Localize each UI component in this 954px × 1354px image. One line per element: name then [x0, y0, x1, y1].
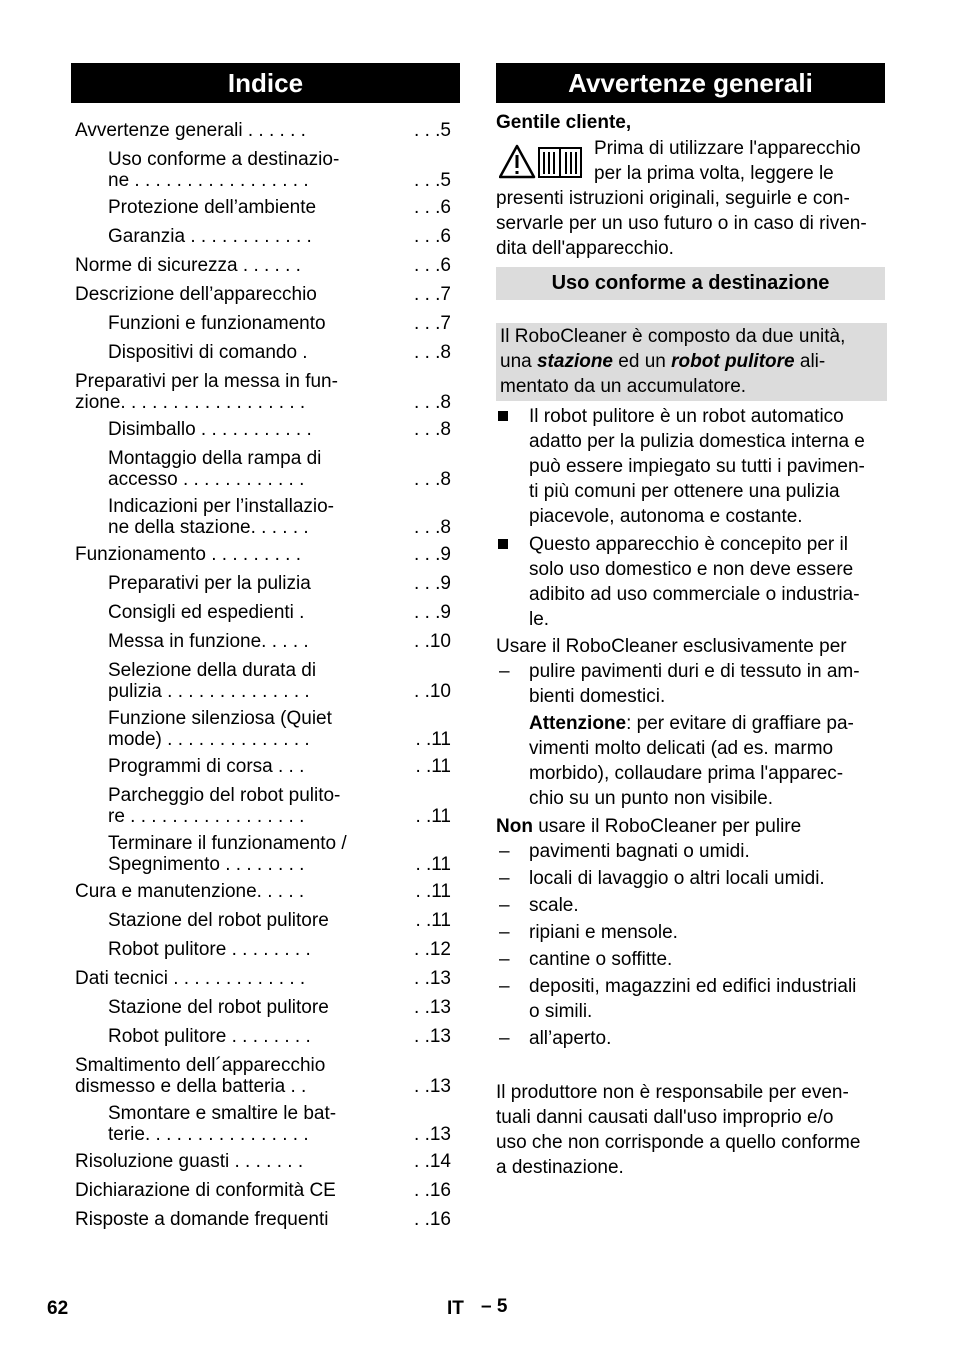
toc-entry-title: Smaltimento dell´apparecchio dismesso e della batteria . .	[75, 1055, 326, 1097]
grey-note-line-1: Il RoboCleaner è composto da due unità,	[500, 326, 846, 347]
dash-bullet-icon: –	[499, 976, 510, 997]
dash-bullet-icon: –	[499, 922, 510, 943]
toc-entry	[75, 910, 455, 931]
toc-entry-title: Selezione della durata di pulizia . . . . . . . . . . . . . .	[108, 660, 317, 702]
toc-entry	[75, 149, 455, 191]
toc-entry	[75, 1103, 455, 1145]
non-text: usare il RoboCleaner per pulire	[532, 816, 802, 837]
toc-entry-title: Protezione dell’ambiente	[108, 197, 317, 218]
table-of-contents	[75, 120, 455, 1238]
toc-entry	[75, 544, 455, 565]
greeting: Gentile cliente,	[496, 112, 632, 133]
intro-paragraph: presenti istruzioni originali, seguirle e con- servarle per un uso futuro o in caso di riven- dita dell'apparecchio.	[496, 188, 867, 259]
toc-entry	[75, 371, 455, 413]
toc-entry-title: Stazione del robot pulitore	[108, 997, 329, 1018]
toc-entry-page: . . .8	[414, 342, 451, 363]
toc-entry-title: Disimballo . . . . . . . . . . .	[108, 419, 312, 440]
term-robot-pulitore: robot pulitore	[671, 351, 795, 372]
toc-entry	[75, 1026, 455, 1047]
list-item	[496, 947, 885, 974]
bullet-text: Il robot pulitore è un robot automatico adatto per la pulizia domestica interna e può essere impiegato su tutti i pavimen- ti più comuni per ottenere una pulizia piacevole, autonoma e costante.	[529, 406, 865, 527]
toc-entry	[75, 496, 455, 538]
toc-entry	[75, 602, 455, 623]
toc-entry	[75, 631, 455, 652]
toc-entry-page: . .11	[415, 910, 451, 931]
dash-item-text: pavimenti bagnati o umidi.	[529, 841, 750, 862]
toc-entry-page: . .11	[415, 854, 451, 875]
toc-entry-page: . . .8	[414, 469, 451, 490]
bullet-list	[496, 404, 885, 632]
use-intro: Usare il RoboCleaner esclusivamente per	[496, 636, 847, 657]
index-header: Indice	[71, 63, 460, 103]
dash-bullet-icon: –	[499, 949, 510, 970]
toc-entry-page: . .13	[414, 1076, 451, 1097]
list-item	[496, 866, 885, 893]
grey-note	[496, 323, 887, 401]
text-fragment: una	[500, 351, 537, 372]
toc-entry	[75, 660, 455, 702]
toc-entry-page: . . .9	[414, 602, 451, 623]
toc-entry	[75, 284, 455, 305]
dash-list	[496, 839, 885, 1053]
toc-entry	[75, 833, 455, 875]
toc-entry	[75, 573, 455, 594]
toc-entry-page: . .10	[414, 681, 451, 702]
language-code: IT	[447, 1298, 464, 1319]
toc-entry-title: Garanzia . . . . . . . . . . . .	[108, 226, 312, 247]
toc-entry-page: . .16	[414, 1180, 451, 1201]
toc-entry	[75, 120, 455, 141]
toc-entry	[75, 1151, 455, 1172]
dash-bullet-icon: –	[499, 841, 510, 862]
page-number: 62	[47, 1298, 69, 1319]
text-fragment: ed un	[613, 351, 672, 372]
sub-page-number: – 5	[481, 1296, 508, 1317]
dash-item-text: ripiani e mensole.	[529, 922, 678, 943]
toc-entry-title: Dati tecnici . . . . . . . . . . . . .	[75, 968, 306, 989]
toc-entry-page: . . .6	[414, 255, 451, 276]
toc-entry	[75, 881, 455, 902]
toc-entry-page: . . .8	[414, 517, 451, 538]
non-label: Non	[496, 816, 533, 837]
toc-entry-page: . . .6	[414, 226, 451, 247]
toc-entry	[75, 785, 455, 827]
toc-entry-page: . .11	[415, 806, 451, 827]
text-fragment: ali-	[794, 351, 826, 372]
toc-entry-page: . .11	[415, 881, 451, 902]
toc-entry-title: Risposte a domande frequenti	[75, 1209, 329, 1230]
toc-entry-page: . . .9	[414, 573, 451, 594]
attention-note	[529, 711, 889, 811]
toc-entry-title: Indicazioni per l’installazio- ne della stazione. . . . . .	[108, 496, 334, 538]
toc-entry-title: Preparativi per la messa in fun- zione. . . . . . . . . . . . . . . . . .	[75, 371, 338, 413]
toc-entry	[75, 1209, 455, 1230]
toc-entry-page: . . .5	[414, 170, 451, 191]
toc-entry-title: Dispositivi di comando .	[108, 342, 308, 363]
toc-entry-title: Uso conforme a destinazio- ne . . . . . . . . . . . . . . . . .	[108, 149, 340, 191]
list-item	[496, 1026, 885, 1053]
toc-entry	[75, 1180, 455, 1201]
toc-entry-title: Funzione silenziosa (Quiet mode) . . . . . . . . . . . . . .	[108, 708, 332, 750]
toc-entry-page: . .12	[414, 939, 451, 960]
toc-entry-title: Montaggio della rampa di accesso . . . . . . . . . . . .	[108, 448, 322, 490]
toc-entry	[75, 756, 455, 777]
toc-entry-title: Messa in funzione. . . . .	[108, 631, 309, 652]
toc-entry-page: . .16	[414, 1209, 451, 1230]
toc-entry-page: . .13	[414, 1026, 451, 1047]
toc-entry-title: Dichiarazione di conformità CE	[75, 1180, 336, 1201]
attention-label: Attenzione	[529, 713, 627, 734]
list-item	[496, 839, 885, 866]
toc-entry-title: Funzionamento . . . . . . . . .	[75, 544, 301, 565]
closing-paragraph: Il produttore non è responsabile per even- tuali danni causati dall'uso improprio e/o uso che non corrisponde a quello conforme a destinazione.	[496, 1082, 861, 1178]
toc-entry	[75, 997, 455, 1018]
section-header: Avvertenze generali	[496, 63, 885, 103]
grey-note-line-3: mentato da un accumulatore.	[500, 376, 747, 397]
dash-item-text: locali di lavaggio o altri locali umidi.	[529, 868, 825, 889]
toc-entry-page: . . .7	[414, 313, 451, 334]
use-item-text: pulire pavimenti duri e di tessuto in am- bienti domestici.	[529, 661, 860, 707]
toc-entry-title: Avvertenze generali . . . . . .	[75, 120, 306, 141]
square-bullet-icon	[498, 411, 508, 421]
toc-entry	[75, 197, 455, 218]
dash-item-text: depositi, magazzini ed edifici industriali o simili.	[529, 976, 857, 1022]
toc-entry	[75, 226, 455, 247]
toc-entry-title: Robot pulitore . . . . . . . .	[108, 1026, 311, 1047]
intro-line-1: Prima di utilizzare l'apparecchio	[594, 138, 861, 159]
toc-entry-title: Cura e manutenzione. . . . .	[75, 881, 305, 902]
toc-entry-title: Smontare e smaltire le bat- terie. . . . . . . . . . . . . . . .	[108, 1103, 337, 1145]
toc-entry-title: Robot pulitore . . . . . . . .	[108, 939, 311, 960]
warning-and-manual-icon	[499, 144, 583, 180]
dash-bullet-icon: –	[499, 868, 510, 889]
list-item	[496, 920, 885, 947]
toc-entry	[75, 342, 455, 363]
intro-line-2: per la prima volta, leggere le	[594, 163, 834, 184]
toc-entry-title: Terminare il funzionamento / Spegnimento . . . . . . . .	[108, 833, 347, 875]
toc-entry-title: Risoluzione guasti . . . . . . .	[75, 1151, 304, 1172]
toc-entry-page: . . .8	[414, 419, 451, 440]
toc-entry	[75, 313, 455, 334]
toc-entry-title: Funzioni e funzionamento	[108, 313, 326, 334]
toc-entry-title: Norme di sicurezza . . . . . .	[75, 255, 301, 276]
dash-bullet-icon: –	[499, 661, 510, 682]
square-bullet-icon	[498, 539, 508, 549]
term-stazione: stazione	[536, 351, 614, 372]
attention-text: : per evitare di graffiare pa- vimenti molto delicati (ad es. marmo morbido), collaudare prima l'apparec- chio su un punto non visibile.	[529, 713, 854, 809]
toc-entry-page: . . .6	[414, 197, 451, 218]
toc-entry	[75, 939, 455, 960]
toc-entry-page: . .13	[414, 997, 451, 1018]
toc-entry-title: Descrizione dell’apparecchio	[75, 284, 317, 305]
toc-entry-title: Preparativi per la pulizia	[108, 573, 311, 594]
toc-entry-page: . .13	[414, 968, 451, 989]
toc-entry-title: Consigli ed espedienti .	[108, 602, 305, 623]
list-item	[496, 404, 885, 532]
toc-entry-title: Programmi di corsa . . .	[108, 756, 305, 777]
toc-entry	[75, 255, 455, 276]
toc-entry-page: . . .7	[414, 284, 451, 305]
dash-bullet-icon: –	[499, 1028, 510, 1049]
toc-entry-page: . . .5	[414, 120, 451, 141]
toc-entry-page: . .13	[414, 1124, 451, 1145]
toc-entry-page: . .14	[414, 1151, 451, 1172]
toc-entry-title: Parcheggio del robot pulito- re . . . . . . . . . . . . . . . . .	[108, 785, 341, 827]
dash-item-text: scale.	[529, 895, 579, 916]
list-item	[496, 532, 885, 632]
dash-bullet-icon: –	[499, 895, 510, 916]
grey-note-line-2	[500, 349, 887, 374]
toc-entry-page: . . .8	[414, 392, 451, 413]
section-title: Uso conforme a destinazione	[496, 267, 885, 300]
dash-item-text: cantine o soffitte.	[529, 949, 673, 970]
list-item	[496, 974, 885, 1026]
toc-entry-title: Stazione del robot pulitore	[108, 910, 329, 931]
toc-entry-page: . .11	[415, 756, 451, 777]
toc-entry	[75, 1055, 455, 1097]
bullet-text: Questo apparecchio è concepito per il solo uso domestico e non deve essere adibito ad uso commerciale o industria- le.	[529, 534, 860, 630]
toc-entry	[75, 708, 455, 750]
list-item	[496, 893, 885, 920]
dash-item-text: all’aperto.	[529, 1028, 612, 1049]
toc-entry	[75, 419, 455, 440]
toc-entry-page: . .10	[414, 631, 451, 652]
toc-entry-page: . . .9	[414, 544, 451, 565]
non-use-intro	[496, 814, 801, 839]
toc-entry	[75, 448, 455, 490]
toc-entry	[75, 968, 455, 989]
toc-entry-page: . .11	[415, 729, 451, 750]
